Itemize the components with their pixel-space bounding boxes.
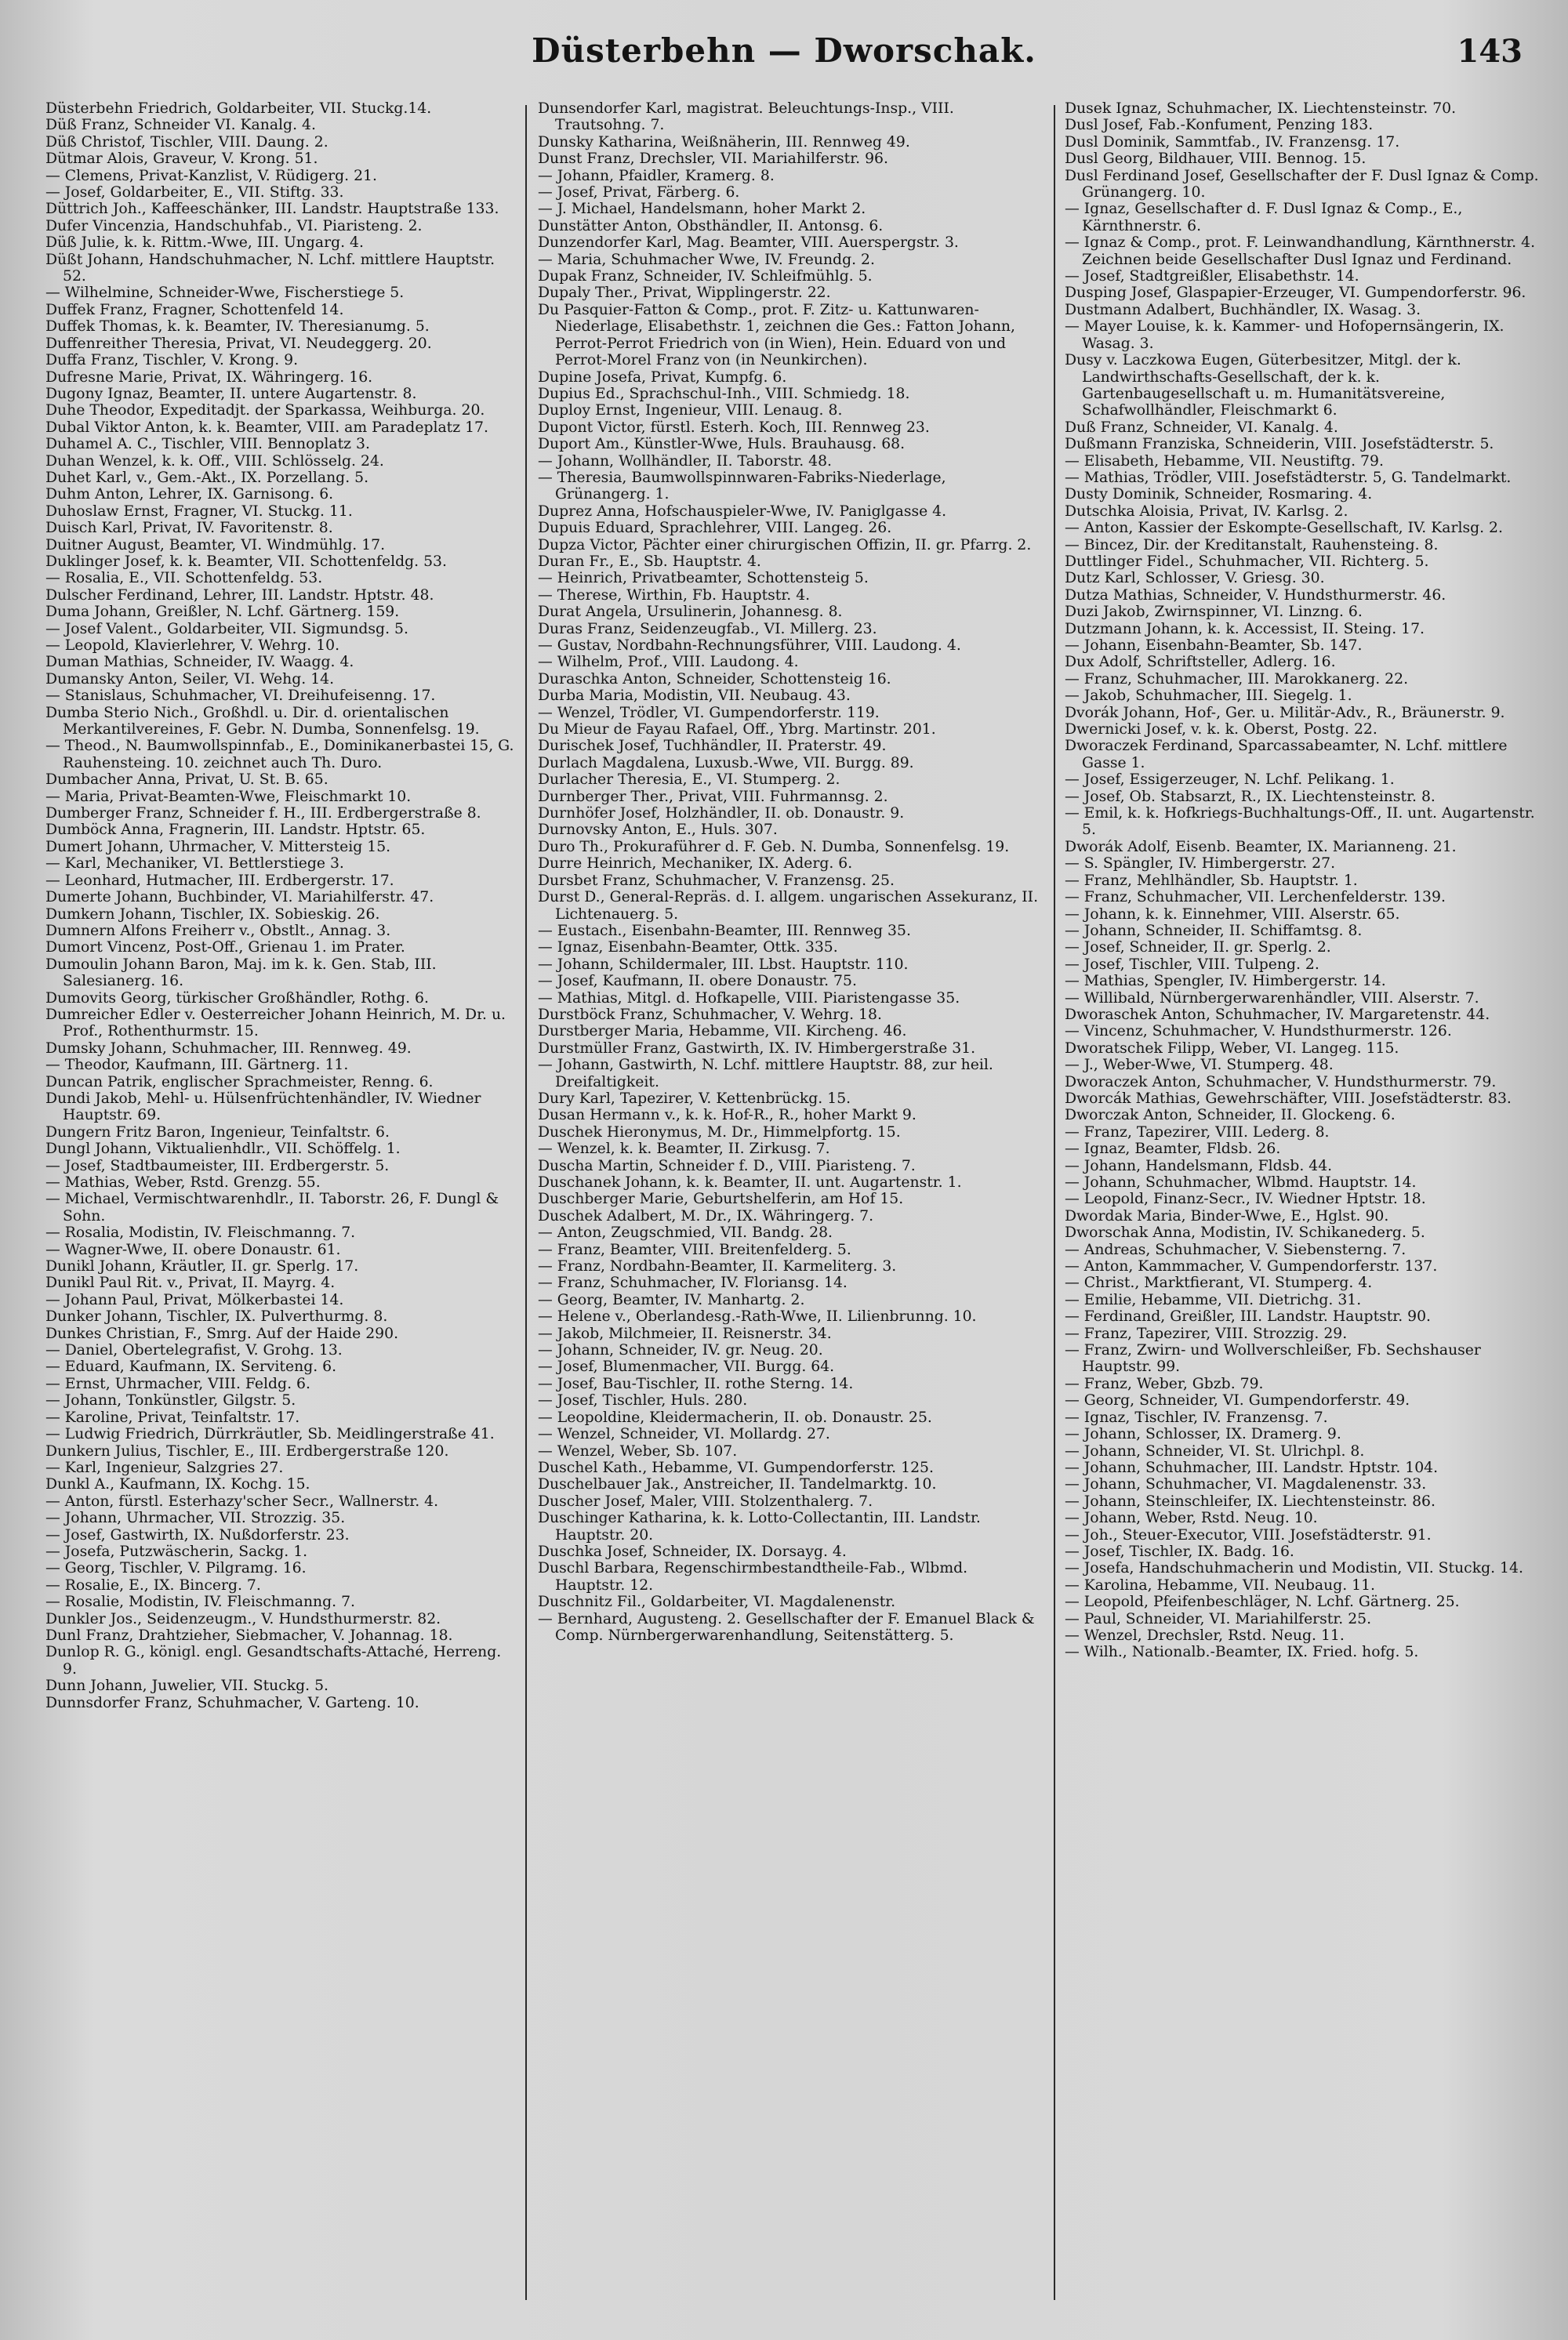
directory-entry: — Jakob, Schuhmacher, III. Siegelg. 1. (1065, 687, 1352, 705)
directory-entry: — Franz, Beamter, VIII. Breitenfelderg. 5. (538, 1241, 851, 1258)
directory-entry: — Josef, Tischler, VIII. Tulpeng. 2. (1065, 956, 1319, 973)
directory-entry: Dwernicki Josef, v. k. k. Oberst, Postg. 22. (1065, 721, 1377, 738)
directory-entry: Dungern Fritz Baron, Ingenieur, Teinfaltstr. 6. (45, 1123, 390, 1141)
directory-entry: — Willibald, Nürnbergerwarenhändler, VIII. Alserstr. 7. (1065, 989, 1479, 1007)
directory-entry: Dumba Sterio Nich., Großhdl. u. Dir. d. orientalischen Merkantilvereines, F. Gebr. N. Dumba, Sonnenfelsg. 19. (45, 704, 480, 738)
directory-entry: Dusl Georg, Bildhauer, VIII. Bennog. 15. (1065, 151, 1367, 168)
directory-entry: — Franz, Mehlhändler, Sb. Hauptstr. 1. (1065, 872, 1358, 889)
directory-entry: — Johann, Steinschleifer, IX. Liechtensteinstr. 86. (1065, 1493, 1436, 1510)
directory-entry: Dworaczek Anton, Schuhmacher, V. Hundsthurmerstr. 79. (1065, 1073, 1497, 1090)
directory-entry: Dunkes Christian, F., Smrg. Auf der Haide 290. (45, 1325, 399, 1342)
directory-entry: Dupius Ed., Sprachschul-Inh., VIII. Schmiedg. 18. (538, 385, 910, 402)
directory-entry: Dusy v. Laczkowa Eugen, Güterbesitzer, Mitgl. der k. Landwirthschafts-Gesellschaft, der k. k. Gartenbaugesellschaft u. m. Humanitätsvereine, Schafwollhändler, Fleischmarkt 6. (1065, 352, 1461, 419)
directory-entry: — Wenzel, Weber, Sb. 107. (538, 1442, 738, 1460)
directory-entry: — Georg, Beamter, IV. Manhartg. 2. (538, 1291, 805, 1308)
directory-entry: Dubal Viktor Anton, k. k. Beamter, VIII. am Paradeplatz 17. (45, 419, 488, 436)
directory-entry: Dunkern Julius, Tischler, E., III. Erdbergerstraße 120. (45, 1442, 449, 1460)
column-middle (538, 100, 1040, 2319)
directory-entry: — Josef, Essigerzeuger, N. Lchf. Pelikang. 1. (1065, 771, 1395, 789)
directory-entry: Duschelbauer Jak., Anstreicher, II. Tandelmarktg. 10. (538, 1476, 937, 1493)
directory-entry: — J., Weber-Wwe, VI. Stumperg. 48. (1065, 1057, 1334, 1074)
directory-entry: Duschnitz Fil., Goldarbeiter, VI. Magdalenenstr. (538, 1594, 896, 1611)
directory-entry: Duschka Josef, Schneider, IX. Dorsayg. 4. (538, 1543, 847, 1560)
directory-entry: Durre Heinrich, Mechaniker, IX. Aderg. 6. (538, 855, 853, 873)
directory-entry: Durba Maria, Modistin, VII. Neubaug. 43. (538, 687, 851, 705)
directory-entry: Durat Angela, Ursulinerin, Johannesg. 8. (538, 604, 843, 621)
directory-entry: Duschanek Johann, k. k. Beamter, II. unt. Augartenstr. 1. (538, 1174, 962, 1191)
directory-entry: Dumberger Franz, Schneider f. H., III. Erdbergerstraße 8. (45, 805, 481, 822)
directory-entry: Duffek Franz, Fragner, Schottenfeld 14. (45, 301, 344, 318)
directory-entry: Duhet Karl, v., Gem.-Akt., IX. Porzellang. 5. (45, 469, 369, 486)
directory-entry: Dütmar Alois, Graveur, V. Krong. 51. (45, 151, 318, 168)
directory-entry: Dupaly Ther., Privat, Wipplingerstr. 22. (538, 285, 831, 302)
directory-entry: — Leopoldine, Kleidermacherin, II. ob. Donaustr. 25. (538, 1409, 932, 1426)
directory-entry: — Rosalie, E., IX. Bincerg. 7. (45, 1576, 261, 1594)
directory-entry: Dutza Mathias, Schneider, V. Hundsthurmerstr. 46. (1065, 586, 1446, 604)
directory-entry: — Johann, Uhrmacher, VII. Strozzig. 35. (45, 1510, 346, 1527)
directory-entry: — Franz, Weber, Gbzb. 79. (1065, 1375, 1264, 1392)
directory-entry: Duffenreither Theresia, Privat, VI. Neudeggerg. 20. (45, 335, 432, 352)
directory-entry: — Franz, Schuhmacher, III. Marokkanerg. 22. (1065, 670, 1409, 687)
directory-entry: Dunzendorfer Karl, Mag. Beamter, VIII. Auerspergstr. 3. (538, 234, 959, 252)
directory-entry: Dunst Franz, Drechsler, VII. Mariahilferstr. 96. (538, 151, 888, 168)
directory-entry: — Ferdinand, Greißler, III. Landstr. Hauptstr. 90. (1065, 1308, 1432, 1326)
directory-entry: — Johann, Gastwirth, N. Lchf. mittlere Hauptstr. 88, zur heil. Dreifaltigkeit. (538, 1057, 993, 1090)
directory-entry: — Johann Paul, Privat, Mölkerbastei 14. (45, 1291, 344, 1308)
directory-entry: Dumböck Anna, Fragnerin, III. Landstr. Hptstr. 65. (45, 822, 426, 839)
directory-entry: Dusl Dominik, Sammtfab., IV. Franzensg. 17. (1065, 133, 1400, 151)
directory-entry: — Johann, Schuhmacher, III. Landstr. Hptstr. 104. (1065, 1459, 1439, 1476)
directory-entry: Dupine Josefa, Privat, Kumpfg. 6. (538, 368, 787, 386)
directory-entry: — Johann, Schildermaler, III. Lbst. Hauptstr. 110. (538, 956, 909, 973)
directory-entry: — Leopold, Pfeifenbeschläger, N. Lchf. Gärtnerg. 25. (1065, 1594, 1460, 1611)
directory-entry: — Theresia, Baumwollspinnwaren-Fabriks-Niederlage, Grünangerg. 1. (538, 469, 946, 503)
directory-entry: — Wilh., Nationalb.-Beamter, IX. Fried. hofg. 5. (1065, 1644, 1419, 1661)
directory-entry: Dupont Victor, fürstl. Esterh. Koch, III. Rennweg 23. (538, 419, 930, 436)
directory-entry: Duklinger Josef, k. k. Beamter, VII. Schottenfeldg. 53. (45, 553, 447, 570)
directory-entry: — Franz, Nordbahn-Beamter, II. Karmeliterg. 3. (538, 1258, 897, 1275)
directory-entry: — Eustach., Eisenbahn-Beamter, III. Rennweg 35. (538, 922, 911, 939)
directory-entry: — Bincez, Dir. der Kreditanstalt, Rauhensteing. 8. (1065, 536, 1439, 553)
directory-entry: Dworatschek Filipp, Weber, VI. Langeg. 115. (1065, 1039, 1399, 1057)
directory-entry: Dunkler Jos., Seidenzeugm., V. Hundsthurmerstr. 82. (45, 1610, 441, 1627)
directory-entry: Duhe Theodor, Expeditadjt. der Sparkassa, Weihburga. 20. (45, 402, 485, 419)
directory-entry: Durlacher Theresia, E., VI. Stumperg. 2. (538, 771, 840, 789)
directory-entry: Dumovits Georg, türkischer Großhändler, Rothg. 6. (45, 989, 429, 1007)
directory-entry: Dury Karl, Tapezirer, V. Kettenbrückg. 15. (538, 1090, 851, 1107)
directory-entry: Duhan Wenzel, k. k. Off., VIII. Schlösselg. 24. (45, 452, 384, 470)
directory-entry: Dupza Victor, Pächter einer chirurgischen Offizin, II. gr. Pfarrg. 2. (538, 536, 1032, 553)
directory-entry: Dworák Adolf, Eisenb. Beamter, IX. Marianneng. 21. (1065, 838, 1457, 855)
directory-entry: Dumkern Johann, Tischler, IX. Sobieskig. 26. (45, 905, 380, 923)
directory-entry: Dworcák Mathias, Gewehrschäfter, VIII. Josefstädterstr. 83. (1065, 1090, 1512, 1107)
directory-entry: Dunikl Johann, Kräutler, II. gr. Sperlg. 17. (45, 1258, 359, 1275)
directory-entry: — Mayer Louise, k. k. Kammer- und Hofopernsängerin, IX. Wasag. 3. (1065, 318, 1504, 352)
directory-entry: — Leopold, Klavierlehrer, V. Wehrg. 10. (45, 637, 340, 654)
running-head: Düsterbehn — Dworschak. (532, 31, 1036, 70)
directory-entry: Du Mieur de Fayau Rafael, Off., Ybrg. Martinstr. 201. (538, 721, 936, 738)
directory-entry: — Wenzel, Schneider, VI. Mollardg. 27. (538, 1426, 830, 1443)
directory-entry: Duitner August, Beamter, VI. Windmühlg. 17. (45, 536, 386, 553)
directory-entry: — Georg, Tischler, V. Pilgramg. 16. (45, 1560, 307, 1577)
directory-entry: — Wenzel, Trödler, VI. Gumpendorferstr. 119. (538, 704, 880, 721)
directory-entry: — Franz, Tapezirer, VIII. Strozzig. 29. (1065, 1325, 1348, 1342)
directory-entry: Durnovsky Anton, E., Huls. 307. (538, 822, 778, 839)
directory-entry: — Ignaz & Comp., prot. F. Leinwandhandlung, Kärnthnerstr. 4. Zeichnen beide Gesellschafter Dusl Ignaz und Ferdinand. (1065, 234, 1536, 268)
column-right (1065, 100, 1543, 2319)
directory-entry: — Johann, Schuhmacher, VI. Magdalenenstr. 33. (1065, 1476, 1427, 1493)
directory-entry: Duploy Ernst, Ingenieur, VIII. Lenaug. 8. (538, 402, 843, 419)
directory-entry: Dungl Johann, Viktualienhdlr., VII. Schöffelg. 1. (45, 1141, 401, 1158)
directory-entry: — Franz, Zwirn- und Wollverschleißer, Fb. Sechshauser Hauptstr. 99. (1065, 1342, 1481, 1376)
directory-entry: — S. Spängler, IV. Himbergerstr. 27. (1065, 855, 1336, 873)
directory-entry: — Josef, Privat, Färberg. 6. (538, 184, 740, 201)
directory-entry: — Johann, Schlosser, IX. Dramerg. 9. (1065, 1426, 1341, 1443)
directory-entry: Düsterbehn Friedrich, Goldarbeiter, VII. Stuckg.14. (45, 100, 432, 117)
page-header (0, 31, 1568, 86)
directory-entry: Duschek Adalbert, M. Dr., IX. Währingerg. 7. (538, 1207, 874, 1224)
directory-entry: — Wilhelmine, Schneider-Wwe, Fischerstiege 5. (45, 285, 405, 302)
directory-entry: Dusek Ignaz, Schuhmacher, IX. Liechtensteinstr. 70. (1065, 100, 1457, 117)
directory-entry: Duttlinger Fidel., Schuhmacher, VII. Richterg. 5. (1065, 553, 1429, 570)
directory-entry: — Wenzel, k. k. Beamter, II. Zirkusg. 7. (538, 1141, 830, 1158)
directory-entry: — Paul, Schneider, VI. Mariahilferstr. 25. (1065, 1610, 1372, 1627)
directory-entry: — Ignaz, Eisenbahn-Beamter, Ottk. 335. (538, 939, 838, 956)
column-left (45, 100, 516, 2319)
directory-entry: Duro Th., Prokuraführer d. F. Geb. N. Dumba, Sonnenfelsg. 19. (538, 838, 1010, 855)
directory-entry: — Mathias, Trödler, VIII. Josefstädterstr. 5, G. Tandelmarkt. (1065, 469, 1512, 486)
directory-entry: Dunkl A., Kaufmann, IX. Kochg. 15. (45, 1476, 310, 1493)
directory-entry: Duncan Patrik, englischer Sprachmeister, Renng. 6. (45, 1073, 434, 1090)
directory-entry: Duscha Martin, Schneider f. D., VIII. Piaristeng. 7. (538, 1157, 916, 1174)
directory-entry: — Johann, Schneider, II. Schiffamtsg. 8. (1065, 922, 1363, 939)
directory-entry: Dworaczek Ferdinand, Sparcassabeamter, N. Lchf. mittlere Gasse 1. (1065, 738, 1508, 771)
directory-entry: Duisch Karl, Privat, IV. Favoritenstr. 8. (45, 520, 333, 537)
directory-entry: — Ignaz, Beamter, Fldsb. 26. (1065, 1141, 1281, 1158)
directory-entry: Dugony Ignaz, Beamter, II. untere Augartenstr. 8. (45, 385, 417, 402)
directory-entry: — Ludwig Friedrich, Dürrkräutler, Sb. Meidlingerstraße 41. (45, 1426, 495, 1443)
column-divider (1054, 105, 1055, 2300)
directory-entry: — Josef Valent., Goldarbeiter, VII. Sigmundsg. 5. (45, 620, 408, 637)
directory-entry: Dumreicher Edler v. Oesterreicher Johann Heinrich, M. Dr. u. Prof., Rothenthurmstr. 15. (45, 1006, 506, 1040)
directory-entry: Dunnsdorfer Franz, Schuhmacher, V. Garteng. 10. (45, 1694, 419, 1711)
directory-entry: — Franz, Schuhmacher, VII. Lerchenfelderstr. 139. (1065, 889, 1446, 906)
directory-entry: Duffek Thomas, k. k. Beamter, IV. Theresianumg. 5. (45, 318, 430, 336)
directory-entry: Dvorák Johann, Hof-, Ger. u. Militär-Adv., R., Bräunerstr. 9. (1065, 704, 1505, 721)
directory-entry: — Emilie, Hebamme, VII. Dietrichg. 31. (1065, 1291, 1362, 1308)
directory-entry: Durnhöfer Josef, Holzhändler, II. ob. Donaustr. 9. (538, 805, 905, 822)
directory-entry: Dursbet Franz, Schuhmacher, V. Franzensg. 25. (538, 872, 895, 889)
directory-entry: — Josef, Stadtgreißler, Elisabethstr. 14. (1065, 268, 1359, 285)
directory-entry: — Elisabeth, Hebamme, VII. Neustiftg. 79. (1065, 452, 1384, 470)
directory-entry: Duschek Hieronymus, M. Dr., Himmelpfortg. 15. (538, 1123, 901, 1141)
directory-entry: — Josef, Bau-Tischler, II. rothe Sterng. 14. (538, 1375, 854, 1392)
directory-entry: Durlach Magdalena, Luxusb.-Wwe, VII. Burgg. 89. (538, 754, 914, 771)
directory-entry: — Rosalie, Modistin, IV. Fleischmanng. 7. (45, 1594, 356, 1611)
directory-entry: — Johann, Eisenbahn-Beamter, Sb. 147. (1065, 637, 1363, 654)
directory-entry: Dufer Vincenzia, Handschuhfab., VI. Piaristeng. 2. (45, 217, 423, 234)
directory-entry: Dwordak Maria, Binder-Wwe, E., Hglst. 90. (1065, 1207, 1389, 1224)
directory-entry: Durischek Josef, Tuchhändler, II. Praterstr. 49. (538, 738, 887, 755)
directory-entry: — Ignaz, Gesellschafter d. F. Dusl Ignaz & Comp., E., Kärnthnerstr. 6. (1065, 201, 1463, 234)
directory-entry: — Jakob, Milchmeier, II. Reisnerstr. 34. (538, 1325, 832, 1342)
directory-entry: — Franz, Tapezirer, VIII. Lederg. 8. (1065, 1123, 1330, 1141)
directory-entry: — Karl, Ingenieur, Salzgries 27. (45, 1459, 284, 1476)
directory-entry: Dusl Josef, Fab.-Konfument, Penzing 183. (1065, 117, 1374, 134)
directory-entry: Dumort Vincenz, Post-Off., Grienau 1. im Prater. (45, 939, 405, 956)
directory-entry: Duraschka Anton, Schneider, Schottensteig 16. (538, 670, 891, 687)
directory-entry: — Rosalia, E., VII. Schottenfeldg. 53. (45, 570, 323, 587)
directory-entry: — Anton, Kammmacher, V. Gumpendorferstr. 137. (1065, 1258, 1438, 1275)
directory-entry: Dux Adolf, Schriftsteller, Adlerg. 16. (1065, 654, 1336, 671)
directory-entry: — Theod., N. Baumwollspinnfab., E., Dominikanerbastei 15, G. Rauhensteing. 10. zeichnet auch Th. Duro. (45, 738, 514, 771)
directory-entry: — Josef, Tischler, IX. Badg. 16. (1065, 1543, 1294, 1560)
directory-entry: Dumsky Johann, Schuhmacher, III. Rennweg. 49. (45, 1039, 412, 1057)
directory-entry: — J. Michael, Handelsmann, hoher Markt 2. (538, 201, 866, 218)
directory-entry: Duschl Barbara, Regenschirmbestandtheile-Fab., Wlbmd. Hauptstr. 12. (538, 1560, 968, 1594)
directory-entry: Dufresne Marie, Privat, IX. Währingerg. 16. (45, 368, 373, 386)
directory-entry: Dusl Ferdinand Josef, Gesellschafter der F. Dusl Ignaz & Comp. Grünangerg. 10. (1065, 167, 1539, 201)
directory-entry: — Josefa, Putzwäscherin, Sackg. 1. (45, 1543, 308, 1560)
directory-entry: Düß Julie, k. k. Rittm.-Wwe, III. Ungarg. 4. (45, 234, 364, 252)
directory-entry: — Clemens, Privat-Kanzlist, V. Rüdigerg. 21. (45, 167, 377, 184)
directory-entry: Dunn Johann, Juwelier, VII. Stuckg. 5. (45, 1678, 329, 1695)
directory-entry: Dunlop R. G., königl. engl. Gesandtschafts-Attaché, Herreng. 9. (45, 1644, 502, 1678)
directory-entry: Dumbacher Anna, Privat, U. St. B. 65. (45, 771, 328, 789)
directory-entry: — Theodor, Kaufmann, III. Gärtnerg. 11. (45, 1057, 349, 1074)
directory-entry: Dupuis Eduard, Sprachlehrer, VIII. Langeg. 26. (538, 520, 892, 537)
directory-entry: — Johann, Schuhmacher, Wlbmd. Hauptstr. 14. (1065, 1174, 1417, 1191)
directory-entry: Dworaschek Anton, Schuhmacher, IV. Margaretenstr. 44. (1065, 1006, 1490, 1023)
directory-entry: — Maria, Privat-Beamten-Wwe, Fleischmarkt 10. (45, 788, 412, 805)
directory-entry: Duzi Jakob, Zwirnspinner, VI. Linzng. 6. (1065, 604, 1363, 621)
directory-columns (45, 100, 1551, 2319)
directory-entry: — Georg, Schneider, VI. Gumpendorferstr. 49. (1065, 1392, 1410, 1409)
directory-entry: Dulscher Ferdinand, Lehrer, III. Landstr. Hptstr. 48. (45, 586, 434, 604)
directory-entry: Dunikl Paul Rit. v., Privat, II. Mayrg. 4. (45, 1275, 336, 1292)
directory-entry: Dutzmann Johann, k. k. Accessist, II. Steing. 17. (1065, 620, 1425, 637)
directory-entry: Duhoslaw Ernst, Fragner, VI. Stuckg. 11. (45, 502, 353, 520)
directory-entry: Durstmüller Franz, Gastwirth, IX. IV. Himbergerstraße 31. (538, 1039, 976, 1057)
directory-entry: Dunsky Katharina, Weißnäherin, III. Rennweg 49. (538, 133, 910, 151)
directory-entry: — Mathias, Spengler, IV. Himbergerstr. 14. (1065, 973, 1386, 990)
directory-entry: — Johann, Tonkünstler, Gilgstr. 5. (45, 1392, 296, 1409)
directory-entry: — Maria, Schuhmacher Wwe, IV. Freundg. 2. (538, 251, 875, 268)
directory-entry: Dusping Josef, Glaspapier-Erzeuger, VI. Gumpendorferstr. 96. (1065, 285, 1526, 302)
directory-entry: Duprez Anna, Hofschauspieler-Wwe, IV. Paniglgasse 4. (538, 502, 947, 520)
directory-entry: Dundi Jakob, Mehl- u. Hülsenfrüchtenhändler, IV. Wiedner Hauptstr. 69. (45, 1090, 481, 1124)
directory-entry: Düß Franz, Schneider VI. Kanalg. 4. (45, 117, 316, 134)
directory-entry: — Daniel, Obertelegrafist, V. Grohg. 13. (45, 1342, 343, 1359)
directory-entry: — Christ., Marktfierant, VI. Stumperg. 4. (1065, 1275, 1373, 1292)
directory-entry: Duschberger Marie, Geburtshelferin, am Hof 15. (538, 1191, 904, 1208)
directory-entry: Dumoulin Johann Baron, Maj. im k. k. Gen. Stab, III. Salesianerg. 16. (45, 956, 437, 990)
directory-entry: Durstböck Franz, Schuhmacher, V. Wehrg. 18. (538, 1006, 882, 1023)
directory-entry: Dußmann Franziska, Schneiderin, VIII. Josefstädterstr. 5. (1065, 436, 1494, 453)
directory-entry: — Therese, Wirthin, Fb. Hauptstr. 4. (538, 586, 811, 604)
directory-entry: — Stanislaus, Schuhmacher, VI. Dreihufeisenng. 17. (45, 687, 436, 705)
directory-entry: Dunsendorfer Karl, magistrat. Beleuchtungs-Insp., VIII. Trautsohng. 7. (538, 100, 954, 134)
directory-entry: — Ignaz, Tischler, IV. Franzensg. 7. (1065, 1409, 1328, 1426)
directory-entry: Duß Franz, Schneider, VI. Kanalg. 4. (1065, 419, 1338, 436)
directory-entry: — Joh., Steuer-Executor, VIII. Josefstädterstr. 91. (1065, 1526, 1432, 1544)
directory-entry: — Josef, Tischler, Huls. 280. (538, 1392, 748, 1409)
directory-entry: — Josef, Blumenmacher, VII. Burgg. 64. (538, 1359, 835, 1376)
directory-entry: Duran Fr., E., Sb. Hauptstr. 4. (538, 553, 761, 570)
directory-entry: — Josef, Kaufmann, II. obere Donaustr. 75. (538, 973, 857, 990)
directory-entry: Dumansky Anton, Seiler, VI. Wehg. 14. (45, 670, 335, 687)
directory-entry: Düß Christof, Tischler, VIII. Daung. 2. (45, 133, 328, 151)
page-number: 143 (1457, 33, 1523, 70)
directory-entry: Dunstätter Anton, Obsthändler, II. Antonsg. 6. (538, 217, 884, 234)
directory-entry: Dunl Franz, Drahtzieher, Siebmacher, V. Johannag. 18. (45, 1627, 453, 1644)
directory-entry: — Josef, Ob. Stabsarzt, R., IX. Liechtensteinstr. 8. (1065, 788, 1436, 805)
directory-entry: Düttrich Joh., Kaffeeschänker, III. Landstr. Hauptstraße 133. (45, 201, 499, 218)
directory-entry: — Karolina, Hebamme, VII. Neubaug. 11. (1065, 1576, 1376, 1594)
directory-entry: — Karoline, Privat, Teinfaltstr. 17. (45, 1409, 300, 1426)
directory-entry: Durst D., General-Repräs. d. I. allgem. ungarischen Assekuranz, II. Lichtenauerg. 5. (538, 889, 1039, 923)
directory-entry: Duhm Anton, Lehrer, IX. Garnisong. 6. (45, 486, 334, 503)
directory-entry: Duffa Franz, Tischler, V. Krong. 9. (45, 352, 299, 369)
directory-entry: — Anton, Zeugschmied, VII. Bandg. 28. (538, 1224, 833, 1242)
directory-entry: — Mathias, Weber, Rstd. Grenzg. 55. (45, 1174, 321, 1191)
directory-entry: Dumerte Johann, Buchbinder, VI. Mariahilferstr. 47. (45, 889, 434, 906)
directory-entry: — Leopold, Finanz-Secr., IV. Wiedner Hptstr. 18. (1065, 1191, 1426, 1208)
directory-entry: Duscher Josef, Maler, VIII. Stolzenthalerg. 7. (538, 1493, 873, 1510)
directory-entry: — Franz, Schuhmacher, IV. Floriansg. 14. (538, 1275, 848, 1292)
directory-entry: Dworczak Anton, Schneider, II. Glockeng. 6. (1065, 1107, 1396, 1124)
directory-entry: — Leonhard, Hutmacher, III. Erdbergerstr. 17. (45, 872, 394, 889)
directory-entry: — Ernst, Uhrmacher, VIII. Feldg. 6. (45, 1375, 310, 1392)
directory-entry: Durnberger Ther., Privat, VIII. Fuhrmannsg. 2. (538, 788, 888, 805)
directory-entry: Duman Mathias, Schneider, IV. Waagg. 4. (45, 654, 354, 671)
directory-entry: — Johann, Weber, Rstd. Neug. 10. (1065, 1510, 1318, 1527)
directory-entry: Duma Johann, Greißler, N. Lchf. Gärtnerg. 159. (45, 604, 400, 621)
directory-entry: Duhamel A. C., Tischler, VIII. Bennoplatz 3. (45, 436, 370, 453)
directory-entry: — Johann, Pfaidler, Kramerg. 8. (538, 167, 775, 184)
directory-entry: — Josef, Schneider, II. gr. Sperlg. 2. (1065, 939, 1331, 956)
directory-entry: Dumert Johann, Uhrmacher, V. Mittersteig 15. (45, 838, 391, 855)
directory-entry: — Vincenz, Schuhmacher, V. Hundsthurmerstr. 126. (1065, 1023, 1452, 1040)
directory-entry: — Josef, Goldarbeiter, E., VII. Stiftg. 33. (45, 184, 344, 201)
directory-entry: Durstberger Maria, Hebamme, VII. Kircheng. 46. (538, 1023, 907, 1040)
directory-entry: — Wilhelm, Prof., VIII. Laudong. 4. (538, 654, 799, 671)
directory-entry: — Heinrich, Privatbeamter, Schottensteig 5. (538, 570, 869, 587)
directory-entry: Duschel Kath., Hebamme, VI. Gumpendorferstr. 125. (538, 1459, 934, 1476)
directory-entry: — Johann, Handelsmann, Fldsb. 44. (1065, 1157, 1333, 1174)
directory-entry: — Wagner-Wwe, II. obere Donaustr. 61. (45, 1241, 341, 1258)
directory-entry: — Eduard, Kaufmann, IX. Serviteng. 6. (45, 1359, 337, 1376)
directory-entry: Du Pasquier-Fatton & Comp., prot. F. Zitz- u. Kattunwaren-Niederlage, Elisabethstr. 1, zeichnen die Ges.: Fatton Johann, Perrot-Perrot Friedrich von (in Wien), Hein. Eduard von und Perrot-Morel Franz von (in Neunkirchen). (538, 301, 1015, 369)
directory-entry: — Mathias, Mitgl. d. Hofkapelle, VIII. Piaristengasse 35. (538, 989, 960, 1007)
directory-entry: — Karl, Mechaniker, VI. Bettlerstiege 3. (45, 855, 344, 873)
directory-entry: — Gustav, Nordbahn-Rechnungsführer, VIII. Laudong. 4. (538, 637, 961, 654)
directory-entry: Dunker Johann, Tischler, IX. Pulverthurmg. 8. (45, 1308, 388, 1326)
directory-entry: Duport Am., Künstler-Wwe, Huls. Brauhausg. 68. (538, 436, 906, 453)
directory-entry: — Anton, Kassier der Eskompte-Gesellschaft, IV. Karlsg. 2. (1065, 520, 1503, 537)
directory-entry: Dustmann Adalbert, Buchhändler, IX. Wasag. 3. (1065, 301, 1421, 318)
directory-entry: Dusty Dominik, Schneider, Rosmaring. 4. (1065, 486, 1373, 503)
directory-entry: — Rosalia, Modistin, IV. Fleischmanng. 7. (45, 1224, 356, 1242)
directory-entry: Duschinger Katharina, k. k. Lotto-Collectantin, III. Landstr. Hauptstr. 20. (538, 1510, 981, 1544)
directory-entry: — Josef, Stadtbaumeister, III. Erdbergerstr. 5. (45, 1157, 390, 1174)
directory-entry: — Johann, Schneider, VI. St. Ulrichpl. 8. (1065, 1442, 1365, 1460)
directory-entry: Dworschak Anna, Modistin, IV. Schikanederg. 5. (1065, 1224, 1425, 1242)
directory-entry: — Johann, Wollhändler, II. Taborstr. 48. (538, 452, 833, 470)
directory-entry: Dutschka Aloisia, Privat, IV. Karlsg. 2. (1065, 502, 1348, 520)
directory-entry: Dutz Karl, Schlosser, V. Griesg. 30. (1065, 570, 1325, 587)
directory-entry: — Bernhard, Augusteng. 2. Gesellschafter der F. Emanuel Black & Comp. Nürnbergerwarenhandlung, Seitenstätterg. 5. (538, 1610, 1035, 1644)
directory-entry: — Emil, k. k. Hofkriegs-Buchhaltungs-Off., II. unt. Augartenstr. 5. (1065, 805, 1535, 839)
directory-entry: Düßt Johann, Handschuhmacher, N. Lchf. mittlere Hauptstr. 52. (45, 251, 495, 285)
directory-entry: — Johann, k. k. Einnehmer, VIII. Alserstr. 65. (1065, 905, 1400, 923)
directory-entry: — Michael, Vermischtwarenhdlr., II. Taborstr. 26, F. Dungl & Sohn. (45, 1191, 499, 1224)
directory-entry: Dumnern Alfons Freiherr v., Obstlt., Annag. 3. (45, 922, 391, 939)
directory-entry: — Johann, Schneider, IV. gr. Neug. 20. (538, 1342, 823, 1359)
directory-entry: — Anton, fürstl. Esterhazy'scher Secr., Wallnerstr. 4. (45, 1493, 439, 1510)
directory-entry: Duras Franz, Seidenzeugfab., VI. Millerg. 23. (538, 620, 877, 637)
directory-entry: — Helene v., Oberlandesg.-Rath-Wwe, II. Lilienbrunng. 10. (538, 1308, 977, 1326)
column-divider (525, 105, 527, 2300)
directory-entry: — Josefa, Handschuhmacherin und Modistin, VII. Stuckg. 14. (1065, 1560, 1523, 1577)
directory-entry: — Josef, Gastwirth, IX. Nußdorferstr. 23. (45, 1526, 350, 1544)
directory-entry: Dusan Hermann v., k. k. Hof-R., R., hoher Markt 9. (538, 1107, 916, 1124)
directory-entry: — Andreas, Schuhmacher, V. Siebensterng. 7. (1065, 1241, 1406, 1258)
directory-entry: Dupak Franz, Schneider, IV. Schleifmühlg. 5. (538, 268, 873, 285)
directory-entry: — Wenzel, Drechsler, Rstd. Neug. 11. (1065, 1627, 1345, 1644)
